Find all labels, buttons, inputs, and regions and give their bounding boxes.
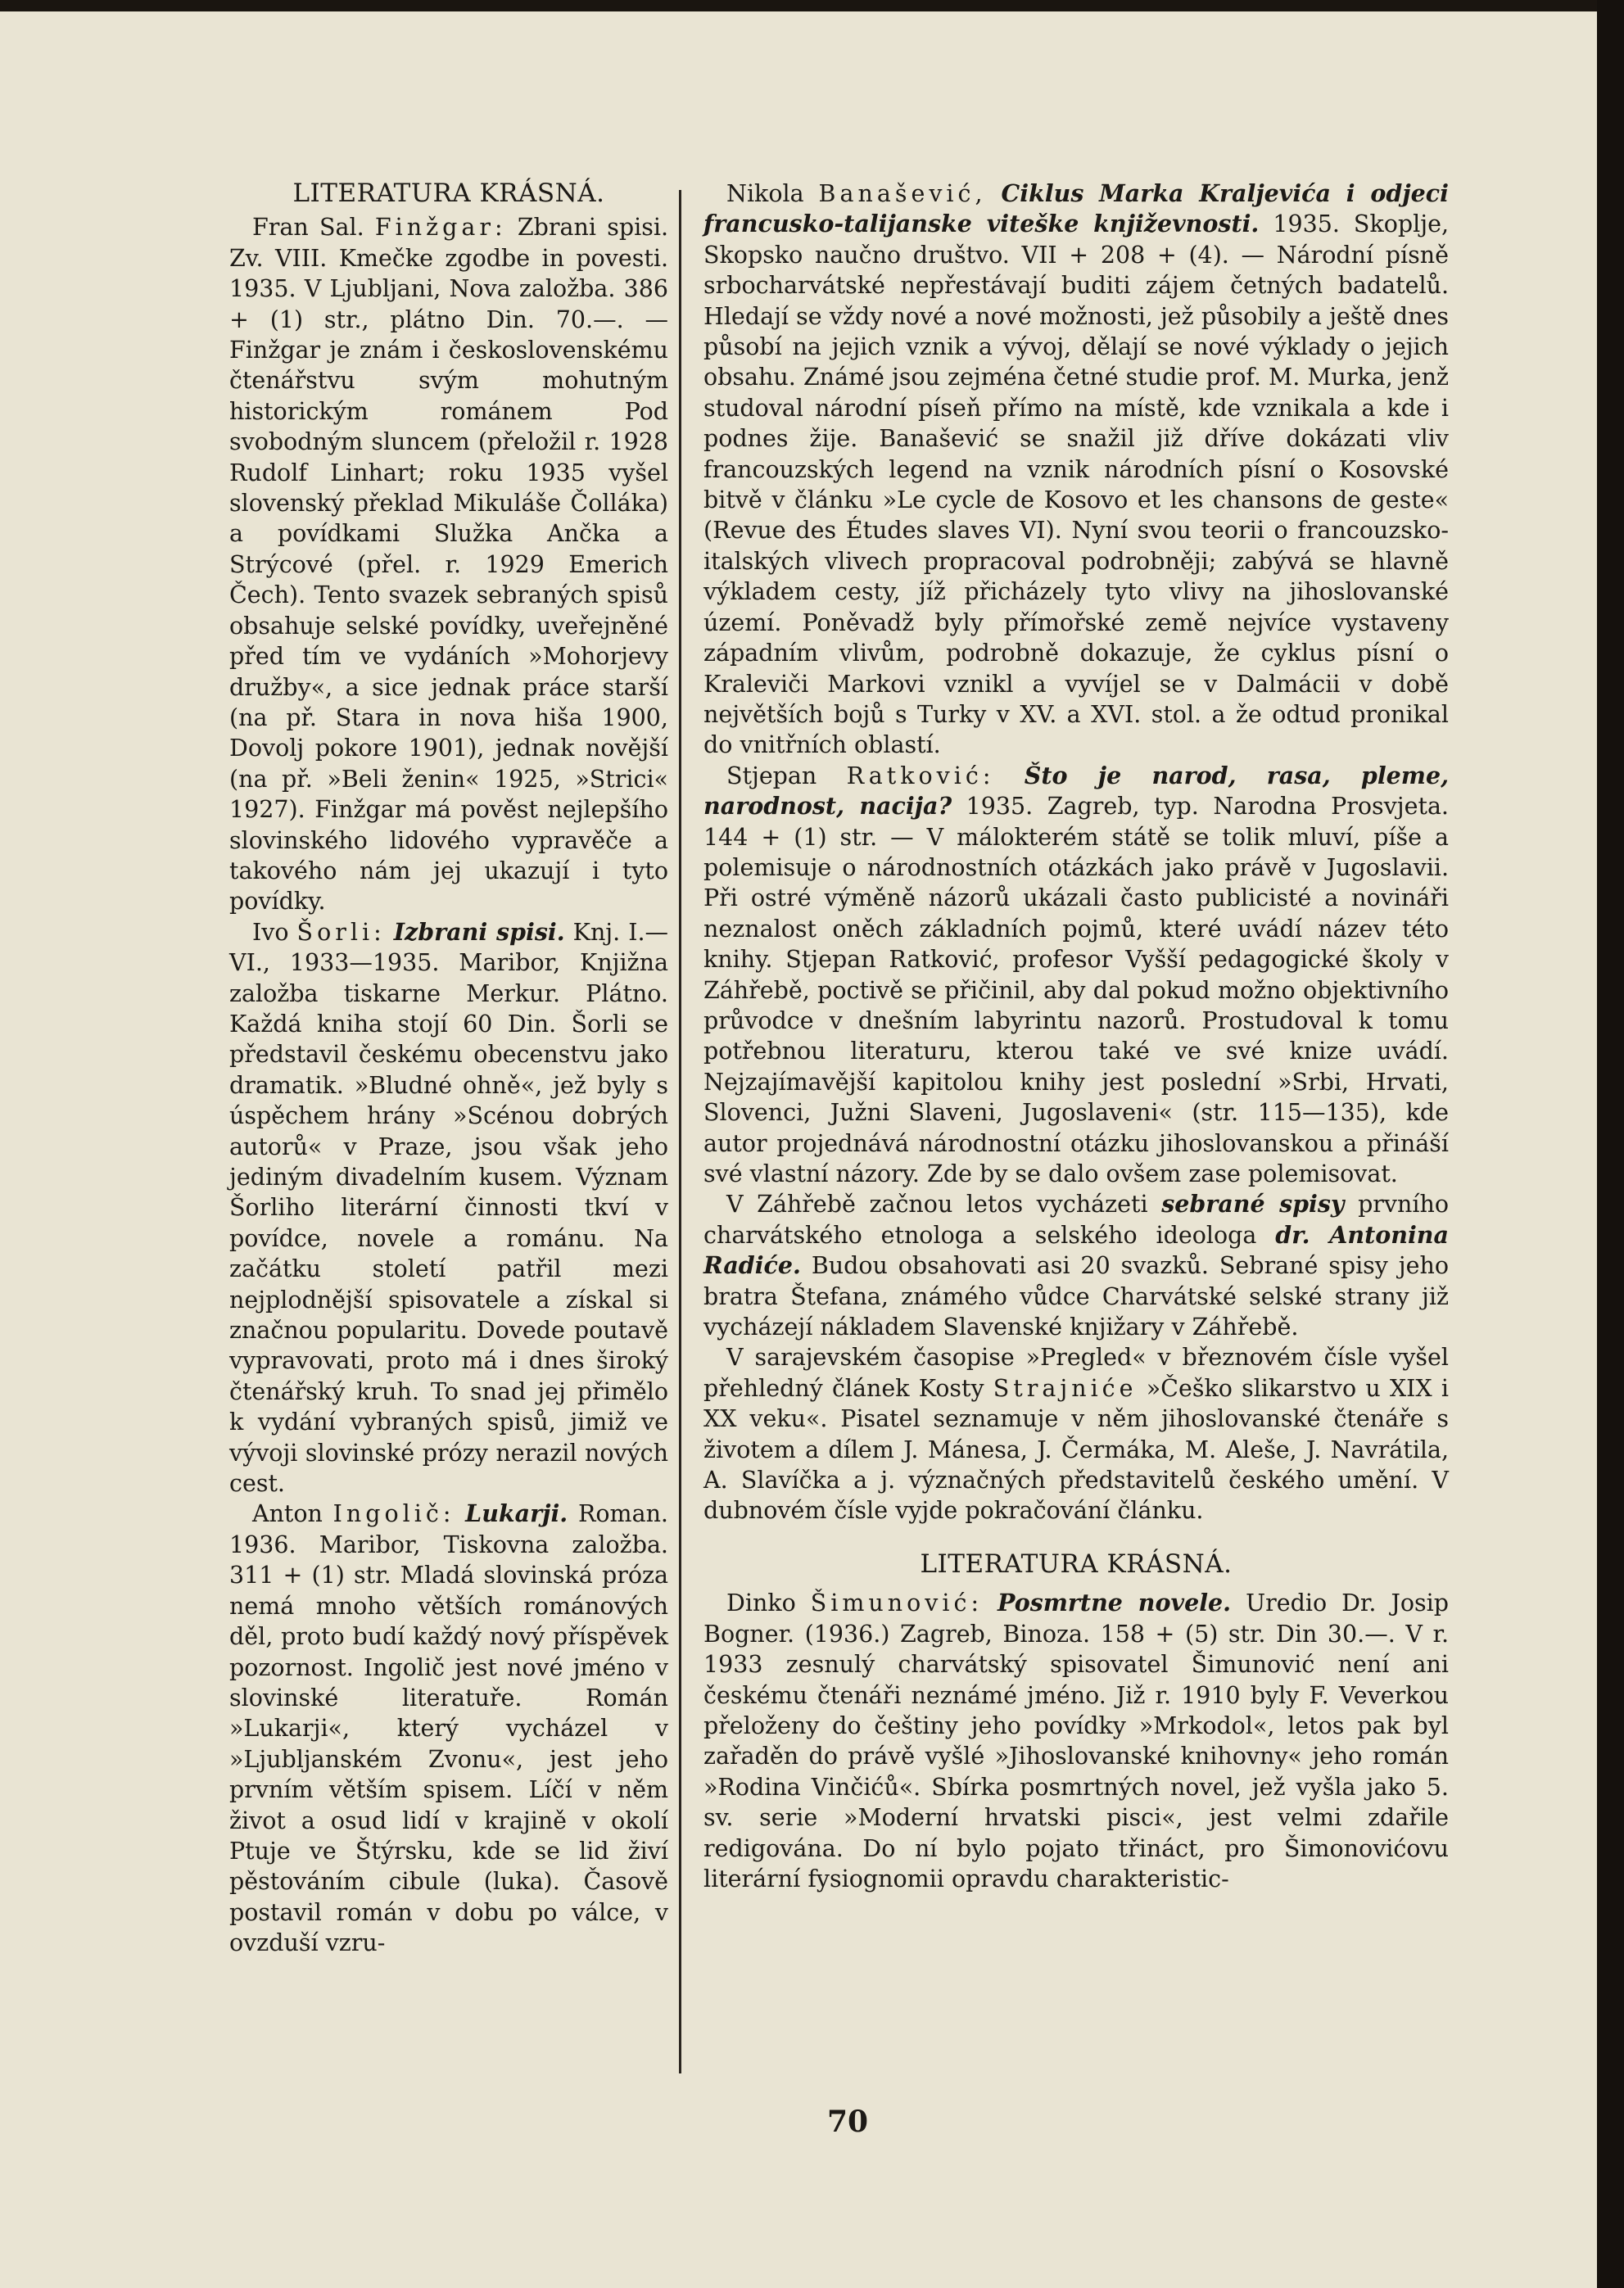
author-first: Fran Sal.: [252, 214, 364, 242]
book-title: Što je narod, rasa, pleme, narodnost, nacija?: [703, 761, 1450, 821]
author-last: Ratković:: [846, 762, 995, 789]
pregled-text-2: »Češko slikarstvo u XIX i XX veku«. Pisatel seznamuje v něm jihoslovanské čtenáře s životem a dílem J. Mánesa, J. Čermáka, M. Aleše, J. Navrátila, A. Slavíčka a j. význačných představitelů českého umění. V dubnovém čísle vyjde pokračování článku.: [703, 1374, 1450, 1525]
entry-body: Roman. 1936. Maribor, Tiskovna založba. 311 + (1) str. Mladá slovinská próza nemá mnoho větších románových děl, proto budí každý nový příspěvek pozornost. Ingolič jest nové jméno v slovinské literatuře. Román »Lukarji«, který vycházel v »Ljubljanském Zvonu«, jest jeho prvním větším spisem. Líčí v něm život a osud lidí v krajině v okolí Ptuje ve Štýrsku, kde se lid živí pěstováním cibule (luka). Časově postavil román v dobu po válce, v ovzduší vzru-: [229, 1500, 668, 1957]
section-heading-literatura: LITERATURA KRÁSNÁ.: [292, 179, 605, 208]
radic-text-2: prvního charvátského etnologa a selského ideologa: [703, 1191, 1450, 1249]
radic-text-1: V Záhřebě začnou letos vycházeti: [726, 1191, 1148, 1219]
entry-banasevic: [703, 179, 1449, 761]
author-first: Dinko: [726, 1589, 796, 1617]
radic-text-3: Budou obsahovati asi 20 svazků. Sebrané spisy jeho bratra Štefana, známého vůdce Charvátské selské strany již vycházejí nákladem Slavenské knjižary v Záhřebě.: [703, 1252, 1449, 1341]
book-title: Ciklus Marka Kraljevića i odjeci francusko-talijanske viteške književnosti.: [703, 179, 1449, 238]
author-first: Nikola: [726, 180, 804, 207]
entry-sorli: [229, 917, 668, 1499]
page-number: 70: [826, 2105, 869, 2139]
author-last: Banašević,: [818, 180, 987, 207]
book-title: Lukarji.: [465, 1499, 568, 1528]
entry-finzgar: [229, 212, 668, 916]
book-title: Posmrtne novele.: [997, 1589, 1232, 1617]
entry-ingolic: [229, 1499, 668, 1958]
left-column: [229, 179, 668, 1959]
author-first: Anton: [252, 1500, 323, 1528]
entry-body: Uredio Dr. Josip Bogner. (1936.) Zagreb, Binoza. 158 + (5) str. Din 30.—. V r. 1933 zesnulý charvátský spisovatel Šimunović není ani českému čtenáři neznámé jméno. Již r. 1910 byly F. Veverkou přeloženy do češtiny jeho povídky »Mrkodol«, letos pak byl zařaděn do právě vyšlé »Jihoslovanské knihovny« jeho román »Rodina Vinčićů«. Sbírka posmrtných novel, jež vyšla jako 5. sv. serie »Moderní hrvatski pisci«, jest velmi zdařile redigována. Do ní bylo pojato třináct, pro Šimonovićovu literární fysiognomii opravdu charakteristic-: [703, 1589, 1450, 1892]
column-divider: [679, 190, 681, 2073]
entry-body: 1935. Skoplje, Skopsko naučno društvo. VII + 208 + (4). — Národní písně srbocharvátské nepřestávají buditi zájem četných badatelů. Hledají se vždy nové a nové možnosti, jež působily a ještě dnes působí na jejich vznik a vývoj, dělají se nové výklady o jejich obsahu. Známé jsou zejména četné studie prof. M. Murka, jenž studoval národní píseň přímo na místě, kde vznikala a kde i podnes žije. Banašević se snažil již dříve dokázati vliv francouzských legend na vznik národních písní o Kosovské bitvě v článku »Le cycle de Kosovo et les chansons de geste« (Revue des Études slaves VI). Nyní svou teorii o francouzsko-italských vlivech propracoval podrobněji; zabývá se hlavně výkladem cesty, jíž přicházely tyto vlivy na jihoslovanské území. Poněvadž byly přímořské země nejvíce vystaveny západním vlivům, podrobně dokazuje, že cyklus písní o Kraleviči Markovi vznikl a vyvíjel se v Dalmácii v době největších bojů s Turky v XV. a XVI. stol. a že odtud pronikal do vnitřních oblastí.: [703, 210, 1450, 759]
author-last: Šimunović:: [810, 1589, 984, 1617]
entry-body: Knj. I.—VI., 1933—1935. Maribor, Knjižna založba tiskarne Merkur. Plátno. Každá kniha stojí 60 Din. Šorli se představil českému obecenstvu jako dramatik. »Bludné ohně«, jež byly s úspěchem hrány »Scénou dobrých autorů« v Praze, jsou však jeho jediným divadelním kusem. Význam Šorliho literární činnosti tkví v povídce, novele a románu. Na začátku století patřil mezi nejplodnější spisovatele a získal si značnou popularitu. Dovede poutavě vypravovati, proto má i dnes široký čtenářský kruh. To snad jej přimělo k vydání vybraných spisů, jimiž ve vývoji slovinské prózy nerazil nových cest.: [229, 918, 669, 1498]
entry-body: 1935. Zagreb, typ. Narodna Prosvjeta. 144 + (1) str. — V málokterém státě se tolik mluví, píše a polemisuje o národnostních otázkách jako právě v Jugoslavii. Při ostré výměně názorů ukázali často publicisté a novináři neznalost oněch základních pojmů, které uvádí název této knihy. Stjepan Ratković, profesor Vyšší pedagogické školy v Záhřebě, poctivě se přičinil, aby dal pokud možno objektivního průvodce v dnešním labyrintu nazorů. Prostudoval k tomu potřebnou literaturu, kterou také ve své knize uvádí. Nejzajímavější kapitolou knihy jest poslední »Srbi, Hrvati, Slovenci, Južni Slaveni, Jugoslaveni« (str. 115—135), kde autor projednává národnostní otázku jihoslovanskou a přináší své vlastní názory. Zde by se dalo ovšem zase polemisovat.: [703, 793, 1449, 1187]
author-first: Stjepan: [726, 762, 817, 789]
entry-simunovic: [703, 1588, 1449, 1894]
radic-title-1: sebrané spisy: [1161, 1190, 1345, 1219]
entry-body: Zbrani spisi. Zv. VIII. Kmečke zgodbe in povesti. 1935. V Ljubljani, Nova založba. 386 + (1) str., plátno Din. 70.—. — Finžgar je znám i československému čtenářstvu svým mohutným historickým románem Pod svobodným sluncem (přeložil r. 1928 Rudolf Linhart; roku 1935 vyšel slovenský překlad Mikuláše Čolláka) a povídkami Služka Ančka a Strýcové (přel. r. 1929 Emerich Čech). Tento svazek sebraných spisů obsahuje selské povídky, uveřejněné před tím ve vydáních »Mohorjevy družby«, a sice jednak práce starší (na př. Stara in nova hiša 1900, Dovolj pokore 1901), jednak novější (na př. »Beli ženin« 1925, »Strici« 1927). Finžgar má pověst nejlepšího slovinského lidového vypravěče a takového nám jej ukazují i tyto povídky.: [229, 214, 669, 916]
author-last: Finžgar:: [374, 214, 507, 242]
pregled-author: Strajniće: [993, 1374, 1138, 1402]
section-heading-literatura-2: LITERATURA KRÁSNÁ.: [920, 1549, 1233, 1579]
radic-title-2: dr. Antonina Radiće.: [703, 1220, 1449, 1280]
author-last: Ingolič:: [332, 1500, 455, 1528]
author-last: Šorli:: [296, 918, 386, 946]
book-title: Izbrani spisi.: [393, 917, 565, 946]
entry-pregled: [703, 1342, 1449, 1526]
right-column: [703, 179, 1449, 1894]
scan-top-edge: [0, 0, 1624, 11]
scan-right-edge: [1597, 0, 1624, 2288]
author-first: Ivo: [252, 918, 289, 946]
pregled-text-1: V sarajevském časopise »Pregled« v březnovém čísle vyšel přehledný článek Kosty: [703, 1344, 1449, 1402]
entry-radic: [703, 1189, 1449, 1342]
entry-ratkovic: [703, 761, 1449, 1190]
